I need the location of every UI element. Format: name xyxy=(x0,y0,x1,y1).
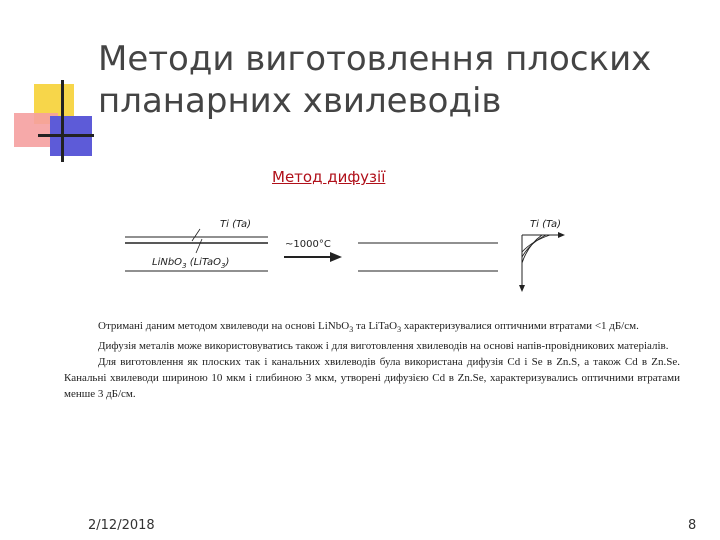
concentration-profile xyxy=(519,232,565,292)
decor-vertical-line xyxy=(61,80,64,162)
paragraph-1: Отримані даним методом хвилеводи на основі LiNbO$_3$ та LiTaO$_3$ характеризувалися оптичними втратами <1 дБ/см. xyxy=(98,320,639,335)
paragraph-3: Для виготовлення як плоских так і канальних хвилеводів була використана дифузія Cd i Se в Zn.S, а також Cd в Zn.Se. Канальні хвилеводи шириною 10 мкм і глибиною 3 мкм, утворені дифузією Cd в Zn.Se, характеризувались оптичними втратами менше 3 дБ/см. xyxy=(64,356,680,401)
slide-title xyxy=(98,38,698,122)
substrate-after xyxy=(358,243,498,271)
title-line-1: Методи виготовлення плоских xyxy=(98,39,652,79)
label-substrate: LiNbO$_3$ (LiTaO$_3$) xyxy=(152,257,230,270)
slide-subtitle: Метод дифузії xyxy=(272,168,386,186)
ti-pointer-left xyxy=(192,229,200,241)
process-arrow-head xyxy=(330,252,342,262)
decor-horizontal-line xyxy=(38,134,94,137)
footer-page-number: 8 xyxy=(688,518,697,533)
label-ti-left: Ti (Ta) xyxy=(220,219,252,230)
title-line-2: планарних хвилеводів xyxy=(98,81,502,121)
label-temperature: ~1000°C xyxy=(285,239,331,250)
diffusion-diagram xyxy=(110,205,590,300)
paragraph-2: Дифузія металів може використовуватись також і для виготовлення хвилеводів на основі напів-провідникових матеріалів. xyxy=(98,340,669,353)
body-text xyxy=(64,318,680,402)
substrate-pointer xyxy=(196,239,202,253)
footer-date: 2/12/2018 xyxy=(88,518,155,533)
label-ti-right: Ti (Ta) xyxy=(530,219,562,230)
